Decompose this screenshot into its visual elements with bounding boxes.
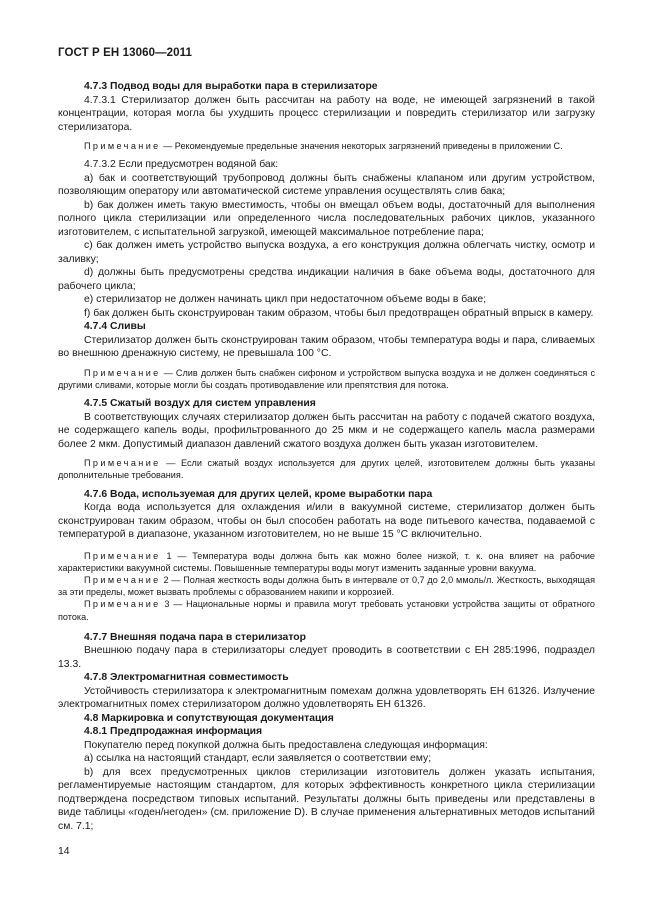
list-item-d: d) должны быть предусмотрены средства индикации наличия в баке объема воды, достаточного для рабочего цикла; xyxy=(58,267,595,292)
list-item-f: f) бак должен быть сконструирован таким образом, чтобы был предотвращен обратный впрыск в камеру. xyxy=(84,307,594,319)
note-number: 3 xyxy=(160,599,170,610)
note-label: Примечание xyxy=(84,141,161,151)
note-4-7-6-1 xyxy=(58,550,595,574)
section-heading-4-7-7: 4.7.7 Внешняя подача пара в стерилизатор xyxy=(84,631,306,643)
note-label: Примечание xyxy=(84,458,161,469)
note-text: — Полная жесткость воды должна быть в интервале от 0,7 до 2,0 ммоль/л. Жесткость, выходящая за эти пределы, может вызвать проблемы с образованием накипи и коррозией. xyxy=(58,574,595,598)
list-item-4-8-1-b: b) для всех предусмотренных циклов стерилизации изготовитель должен указать испытания, регламентируемые настоящим стандартом, для которых эффективность конкретного цикла стерилизации подтверждена посредством типовых испытаний. Результаты должны быть приведены или представлены в виде таблицы «годен/негоден» (см. приложение D). В случае применения альтернативных методов испытаний см. 7.1; xyxy=(58,766,595,832)
list-item-b: b) бак должен иметь такую вместимость, чтобы он вмещал объем воды, достаточный для выполнения полного цикла стерилизации или определенного числа последовательных рабочих циклов, указанного изготовителем, с испытательной загрузкой, имеющей максимальное потребление пара; xyxy=(58,199,595,238)
list-item-e: е) стерилизатор не должен начинать цикл при недостаточном объеме воды в баке; xyxy=(84,294,487,306)
note-4-7-3 xyxy=(58,140,595,152)
section-heading-4-7-3: 4.7.3 Подвод воды для выработки пара в стерилизаторе xyxy=(84,81,378,92)
paragraph-4-7-4: Стерилизатор должен быть сконструирован таким образом, чтобы температура воды и пара, сливаемых во внешнюю дренажную систему, не превышала 100 °С. xyxy=(58,334,595,360)
section-heading-4-7-4: 4.7.4 Сливы xyxy=(84,321,146,333)
note-label: Примечание xyxy=(84,367,161,378)
document-code-header: ГОСТ Р ЕН 13060—2011 xyxy=(58,47,193,59)
note-label: Примечание xyxy=(84,599,161,610)
note-text: — Рекомендуемые предельные значения некоторых загрязнений приведены в приложении С. xyxy=(160,141,563,151)
section-heading-4-8-1: 4.8.1 Предпродажная информация xyxy=(84,726,263,738)
document-body xyxy=(58,80,595,833)
paragraph-4-7-5: В соответствующих случаях стерилизатор должен быть рассчитан на работу с подачей сжатого воздуха, не содержащего капель воды, профильтрованного до 25 мкм и не содержащего капель масла размерами более 2 мкм. Допустимый диапазон давлений сжатого воздуха должен быть указан изготовителем. xyxy=(58,411,595,450)
section-heading-4-7-8: 4.7.8 Электромагнитная совместимость xyxy=(84,672,289,684)
section-heading-4-7-5: 4.7.5 Сжатый воздух для систем управления xyxy=(84,398,316,410)
list-item-c: с) бак должен иметь устройство выпуска воздуха, а его конструкция должна облегчать чистку, осмотр и заливку; xyxy=(58,240,595,265)
paragraph-4-8-1: Покупателю перед покупкой должна быть предоставлена следующая информация: xyxy=(84,739,488,751)
note-text: — Температура воды должна быть как можно более низкой, т. к. она влияет на рабочие характеристики вакуумной системы. Повышенные температуры воды могут изменить заданные уровни вакуума. xyxy=(58,550,595,573)
list-item-4-8-1-a: а) ссылка на настоящий стандарт, если заявляется о соответствии ему; xyxy=(84,753,432,765)
paragraph-4-7-8: Устойчивость стерилизатора к электромагнитным помехам должна удовлетворять ЕН 61326. Излучение электромагнитных помех стерилизатором должно удовлетворять ЕН 61326. xyxy=(58,685,595,711)
note-text: — Если сжатый воздух используется для других целей, изготовителем должны быть указаны дополнительные требования. xyxy=(58,458,595,481)
list-item-a: а) бак и соответствующий трубопровод должны быть снабжены клапаном или другим устройством, позволяющим оператору или автоматической системе управления осуществлять слив бака; xyxy=(58,172,595,198)
paragraph-4-7-3-1: 4.7.3.1 Стерилизатор должен быть рассчитан на работу на воде, не имеющей загрязнений в такой концентрации, которая могла бы ухудшить процесс стерилизации и повредить стерилизатор или загрузку стерилизатора. xyxy=(58,94,595,133)
note-number: 2 xyxy=(160,574,169,585)
section-heading-4-7-6: 4.7.6 Вода, используемая для других целей, кроме выработки пара xyxy=(84,488,433,500)
note-4-7-6-3 xyxy=(58,598,595,622)
paragraph-4-7-6: Когда вода используется для охлаждения и/или в вакуумной системе, стерилизатор должен быть сконструирован таким образом, чтобы он был способен работать на воде питьевого качества, подаваемой с температурой в диапазоне, указанном изготовителем, но не выше 15 °С включительно. xyxy=(58,502,595,541)
note-4-7-6-2 xyxy=(58,574,595,598)
note-text: — Национальные нормы и правила могут требовать установки устройства защиты от обратного потока. xyxy=(58,599,595,622)
note-4-7-4 xyxy=(58,367,595,391)
page-number: 14 xyxy=(58,846,70,857)
note-label: Примечание xyxy=(84,574,161,585)
note-4-7-5 xyxy=(58,457,595,481)
note-text: — Слив должен быть снабжен сифоном и устройством выпуска воздуха и не должен соединяться с другими сливами, которые могли бы создать противодавление или препятствия для потока. xyxy=(58,367,595,390)
note-label: Примечание xyxy=(84,550,161,561)
section-heading-4-8: 4.8 Маркировка и сопутствующая документация xyxy=(84,712,334,724)
paragraph-4-7-7: Внешнюю подачу пара в стерилизаторы следует проводить в соответствии с ЕН 285:1996, подраздел 13.3. xyxy=(58,645,595,670)
note-number: 1 xyxy=(160,550,172,561)
paragraph-4-7-3-2: 4.7.3.2 Если предусмотрен водяной бак: xyxy=(84,159,279,171)
